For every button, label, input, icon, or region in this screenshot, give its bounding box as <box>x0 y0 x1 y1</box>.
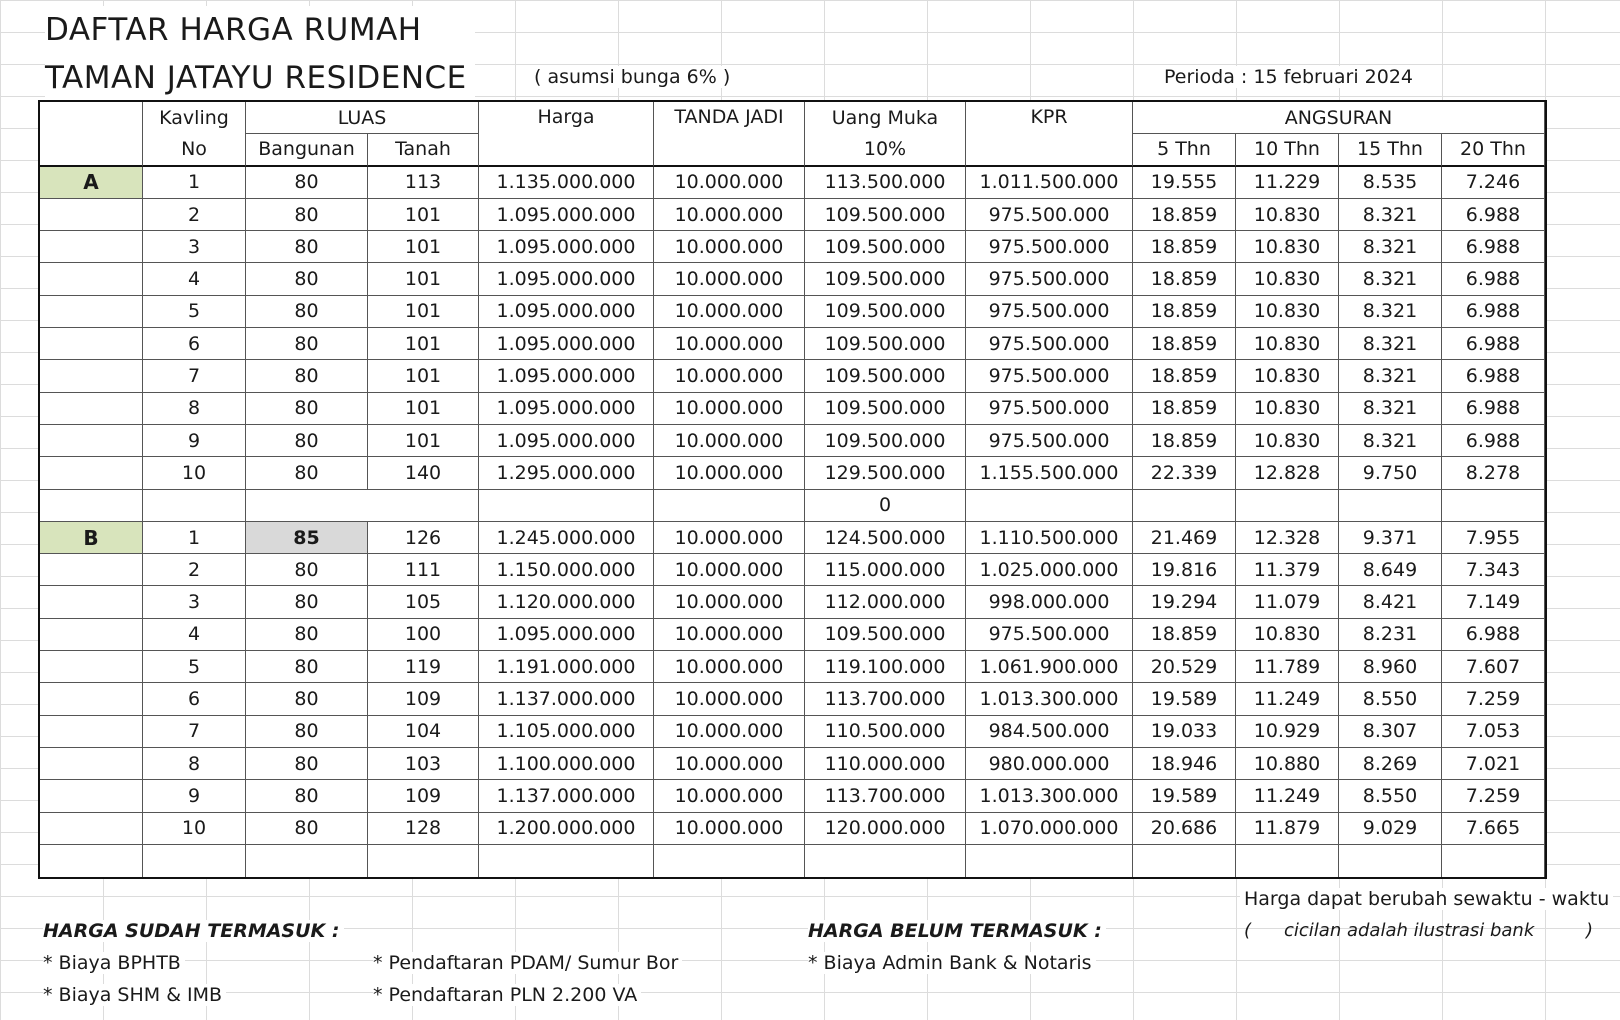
header-5-thn: 5 Thn <box>1133 134 1236 166</box>
cell-uang-muka: 110.500.000 <box>805 716 966 748</box>
separator-cell <box>40 490 143 522</box>
cell-luas-tanah: 105 <box>368 586 479 618</box>
separator-cell <box>1236 490 1339 522</box>
cell-angsuran-10-thn: 11.249 <box>1236 780 1339 812</box>
cell-kavling-no: 6 <box>143 328 246 360</box>
cell-luas-bangunan: 80 <box>246 651 368 683</box>
cell-angsuran-20-thn: 7.259 <box>1442 683 1545 715</box>
cell-angsuran-20-thn: 6.988 <box>1442 393 1545 425</box>
header-uang-muka: Uang Muka <box>805 102 966 134</box>
separator-cell <box>1339 490 1442 522</box>
cell-angsuran-5-thn: 18.859 <box>1133 231 1236 263</box>
cell-tanda-jadi: 10.000.000 <box>654 554 805 586</box>
cell-harga: 1.095.000.000 <box>479 393 654 425</box>
cell-luas-tanah: 103 <box>368 748 479 780</box>
header-10-thn: 10 Thn <box>1236 134 1339 166</box>
cell-kpr: 984.500.000 <box>966 716 1133 748</box>
cell-angsuran-20-thn: 6.988 <box>1442 619 1545 651</box>
cell-harga: 1.135.000.000 <box>479 167 654 199</box>
block-cell <box>40 780 143 812</box>
cell-kpr: 998.000.000 <box>966 586 1133 618</box>
cell-tanda-jadi: 10.000.000 <box>654 425 805 457</box>
empty-cell <box>1339 845 1442 877</box>
cell-luas-tanah: 101 <box>368 328 479 360</box>
cell-tanda-jadi: 10.000.000 <box>654 683 805 715</box>
empty-cell <box>143 845 246 877</box>
cell-tanda-jadi: 10.000.000 <box>654 457 805 489</box>
cell-harga: 1.245.000.000 <box>479 522 654 554</box>
empty-cell <box>966 845 1133 877</box>
cell-angsuran-10-thn: 10.830 <box>1236 425 1339 457</box>
excluded-heading: HARGA BELUM TERMASUK : <box>808 920 1106 942</box>
cell-angsuran-10-thn: 11.789 <box>1236 651 1339 683</box>
cell-kavling-no: 4 <box>143 619 246 651</box>
interest-assumption: ( asumsi bunga 6% ) <box>530 66 734 88</box>
cell-uang-muka: 109.500.000 <box>805 263 966 295</box>
illustration-open-paren: ( <box>1244 920 1252 941</box>
cell-tanda-jadi: 10.000.000 <box>654 813 805 845</box>
cell-angsuran-15-thn: 9.029 <box>1339 813 1442 845</box>
cell-angsuran-5-thn: 21.469 <box>1133 522 1236 554</box>
block-cell <box>40 457 143 489</box>
cell-angsuran-5-thn: 18.946 <box>1133 748 1236 780</box>
empty-cell <box>1133 845 1236 877</box>
cell-kavling-no: 3 <box>143 586 246 618</box>
cell-luas-bangunan: 80 <box>246 167 368 199</box>
cell-harga: 1.095.000.000 <box>479 360 654 392</box>
cell-angsuran-10-thn: 11.379 <box>1236 554 1339 586</box>
cell-tanda-jadi: 10.000.000 <box>654 748 805 780</box>
cell-luas-tanah: 101 <box>368 393 479 425</box>
cell-angsuran-15-thn: 8.321 <box>1339 296 1442 328</box>
cell-uang-muka: 109.500.000 <box>805 619 966 651</box>
cell-kavling-no: 7 <box>143 716 246 748</box>
cell-luas-bangunan: 80 <box>246 231 368 263</box>
cell-angsuran-15-thn: 8.550 <box>1339 780 1442 812</box>
cell-luas-tanah: 109 <box>368 683 479 715</box>
block-cell <box>40 554 143 586</box>
block-cell <box>40 813 143 845</box>
included-item: * Biaya SHM & IMB <box>43 984 226 1006</box>
cell-angsuran-15-thn: 8.321 <box>1339 328 1442 360</box>
cell-angsuran-20-thn: 7.343 <box>1442 554 1545 586</box>
separator-cell <box>479 490 654 522</box>
header-uang-muka-pct: 10% <box>805 134 966 166</box>
block-cell <box>40 263 143 295</box>
page-subtitle: TAMAN JATAYU RESIDENCE <box>45 54 475 102</box>
cell-kpr: 975.500.000 <box>966 199 1133 231</box>
cell-tanda-jadi: 10.000.000 <box>654 586 805 618</box>
cell-angsuran-5-thn: 19.555 <box>1133 167 1236 199</box>
cell-luas-bangunan: 80 <box>246 716 368 748</box>
cell-luas-tanah: 111 <box>368 554 479 586</box>
cell-kavling-no: 8 <box>143 393 246 425</box>
empty-cell <box>1236 845 1339 877</box>
cell-uang-muka: 112.000.000 <box>805 586 966 618</box>
block-cell <box>40 360 143 392</box>
illustration-text: cicilan adalah ilustrasi bank <box>1284 920 1535 941</box>
cell-luas-bangunan: 80 <box>246 425 368 457</box>
block-cell <box>40 683 143 715</box>
cell-uang-muka: 124.500.000 <box>805 522 966 554</box>
header-luas: LUAS <box>246 102 479 134</box>
header-angsuran: ANGSURAN <box>1133 102 1545 134</box>
cell-luas-tanah: 104 <box>368 716 479 748</box>
cell-angsuran-20-thn: 6.988 <box>1442 360 1545 392</box>
block-cell <box>40 328 143 360</box>
cell-angsuran-10-thn: 10.830 <box>1236 328 1339 360</box>
cell-angsuran-10-thn: 11.879 <box>1236 813 1339 845</box>
cell-kavling-no: 2 <box>143 554 246 586</box>
cell-kavling-no: 5 <box>143 296 246 328</box>
page-title: DAFTAR HARGA RUMAH <box>45 6 475 54</box>
cell-harga: 1.095.000.000 <box>479 263 654 295</box>
cell-tanda-jadi: 10.000.000 <box>654 263 805 295</box>
cell-angsuran-10-thn: 10.830 <box>1236 231 1339 263</box>
separator-value: 0 <box>805 490 966 522</box>
cell-luas-tanah: 101 <box>368 425 479 457</box>
block-cell <box>40 425 143 457</box>
header-kavling: Kavling <box>143 102 246 134</box>
cell-angsuran-15-thn: 8.421 <box>1339 586 1442 618</box>
header-block-blank <box>40 102 143 167</box>
cell-kpr: 975.500.000 <box>966 360 1133 392</box>
cell-angsuran-5-thn: 18.859 <box>1133 328 1236 360</box>
block-cell <box>40 716 143 748</box>
title-block <box>45 6 475 102</box>
cell-luas-tanah: 128 <box>368 813 479 845</box>
cell-uang-muka: 119.100.000 <box>805 651 966 683</box>
cell-angsuran-20-thn: 6.988 <box>1442 199 1545 231</box>
cell-luas-bangunan: 80 <box>246 813 368 845</box>
cell-luas-bangunan: 80 <box>246 780 368 812</box>
block-cell <box>40 231 143 263</box>
cell-harga: 1.120.000.000 <box>479 586 654 618</box>
block-cell <box>40 296 143 328</box>
cell-uang-muka: 110.000.000 <box>805 748 966 780</box>
cell-kavling-no: 10 <box>143 813 246 845</box>
cell-kavling-no: 4 <box>143 263 246 295</box>
cell-harga: 1.095.000.000 <box>479 296 654 328</box>
cell-angsuran-20-thn: 7.053 <box>1442 716 1545 748</box>
separator-cell <box>654 490 805 522</box>
cell-luas-bangunan: 80 <box>246 296 368 328</box>
cell-uang-muka: 109.500.000 <box>805 328 966 360</box>
cell-luas-bangunan: 80 <box>246 619 368 651</box>
cell-uang-muka: 109.500.000 <box>805 393 966 425</box>
block-cell <box>40 748 143 780</box>
cell-angsuran-10-thn: 10.830 <box>1236 619 1339 651</box>
cell-luas-bangunan: 80 <box>246 393 368 425</box>
cell-harga: 1.095.000.000 <box>479 231 654 263</box>
cell-angsuran-10-thn: 12.328 <box>1236 522 1339 554</box>
cell-tanda-jadi: 10.000.000 <box>654 651 805 683</box>
cell-angsuran-5-thn: 22.339 <box>1133 457 1236 489</box>
cell-harga: 1.200.000.000 <box>479 813 654 845</box>
cell-luas-bangunan: 80 <box>246 554 368 586</box>
cell-kpr: 1.070.000.000 <box>966 813 1133 845</box>
cell-kpr: 1.110.500.000 <box>966 522 1133 554</box>
cell-angsuran-10-thn: 11.079 <box>1236 586 1339 618</box>
cell-angsuran-5-thn: 20.529 <box>1133 651 1236 683</box>
empty-cell <box>246 845 368 877</box>
cell-kavling-no: 9 <box>143 425 246 457</box>
cell-kpr: 1.155.500.000 <box>966 457 1133 489</box>
cell-luas-bangunan: 80 <box>246 263 368 295</box>
separator-cell <box>246 490 479 522</box>
cell-angsuran-5-thn: 19.294 <box>1133 586 1236 618</box>
cell-angsuran-10-thn: 10.830 <box>1236 360 1339 392</box>
cell-kpr: 975.500.000 <box>966 425 1133 457</box>
cell-angsuran-15-thn: 8.307 <box>1339 716 1442 748</box>
cell-tanda-jadi: 10.000.000 <box>654 199 805 231</box>
cell-angsuran-15-thn: 8.321 <box>1339 199 1442 231</box>
block-cell <box>40 619 143 651</box>
cell-kpr: 1.013.300.000 <box>966 683 1133 715</box>
empty-cell <box>654 845 805 877</box>
cell-angsuran-20-thn: 7.665 <box>1442 813 1545 845</box>
cell-luas-tanah: 101 <box>368 199 479 231</box>
cell-angsuran-5-thn: 19.816 <box>1133 554 1236 586</box>
cell-kavling-no: 3 <box>143 231 246 263</box>
cell-angsuran-15-thn: 8.231 <box>1339 619 1442 651</box>
cell-luas-tanah: 101 <box>368 360 479 392</box>
cell-uang-muka: 113.500.000 <box>805 167 966 199</box>
cell-tanda-jadi: 10.000.000 <box>654 393 805 425</box>
cell-angsuran-5-thn: 18.859 <box>1133 360 1236 392</box>
header-no: No <box>143 134 246 166</box>
cell-kpr: 980.000.000 <box>966 748 1133 780</box>
cell-luas-tanah: 119 <box>368 651 479 683</box>
cell-luas-tanah: 100 <box>368 619 479 651</box>
cell-kpr: 1.061.900.000 <box>966 651 1133 683</box>
cell-luas-bangunan: 80 <box>246 748 368 780</box>
separator-cell <box>1133 490 1236 522</box>
price-table <box>38 100 1547 879</box>
cell-tanda-jadi: 10.000.000 <box>654 619 805 651</box>
cell-angsuran-15-thn: 8.550 <box>1339 683 1442 715</box>
empty-cell <box>479 845 654 877</box>
block-cell <box>40 651 143 683</box>
cell-luas-tanah: 101 <box>368 296 479 328</box>
header-20-thn: 20 Thn <box>1442 134 1545 166</box>
cell-luas-bangunan: 80 <box>246 683 368 715</box>
cell-tanda-jadi: 10.000.000 <box>654 716 805 748</box>
cell-angsuran-15-thn: 8.321 <box>1339 360 1442 392</box>
block-cell <box>40 393 143 425</box>
cell-harga: 1.100.000.000 <box>479 748 654 780</box>
cell-angsuran-15-thn: 8.535 <box>1339 167 1442 199</box>
cell-kpr: 975.500.000 <box>966 263 1133 295</box>
block-label: B <box>40 522 143 554</box>
cell-luas-tanah: 109 <box>368 780 479 812</box>
cell-angsuran-5-thn: 18.859 <box>1133 619 1236 651</box>
cell-tanda-jadi: 10.000.000 <box>654 522 805 554</box>
cell-kavling-no: 7 <box>143 360 246 392</box>
cell-uang-muka: 109.500.000 <box>805 199 966 231</box>
cell-harga: 1.295.000.000 <box>479 457 654 489</box>
header-tanah: Tanah <box>368 134 479 166</box>
cell-angsuran-5-thn: 18.859 <box>1133 263 1236 295</box>
cell-uang-muka: 129.500.000 <box>805 457 966 489</box>
cell-luas-bangunan: 80 <box>246 586 368 618</box>
cell-kpr: 1.011.500.000 <box>966 167 1133 199</box>
cell-kpr: 975.500.000 <box>966 328 1133 360</box>
cell-tanda-jadi: 10.000.000 <box>654 360 805 392</box>
cell-tanda-jadi: 10.000.000 <box>654 167 805 199</box>
illustration-close-paren: ) <box>1586 920 1594 941</box>
empty-cell <box>1442 845 1545 877</box>
cell-kpr: 975.500.000 <box>966 619 1133 651</box>
cell-angsuran-20-thn: 6.988 <box>1442 263 1545 295</box>
cell-angsuran-15-thn: 8.321 <box>1339 393 1442 425</box>
cell-harga: 1.137.000.000 <box>479 683 654 715</box>
cell-luas-bangunan: 80 <box>246 360 368 392</box>
cell-luas-tanah: 101 <box>368 263 479 295</box>
cell-angsuran-5-thn: 19.589 <box>1133 780 1236 812</box>
cell-angsuran-20-thn: 7.955 <box>1442 522 1545 554</box>
cell-angsuran-20-thn: 6.988 <box>1442 231 1545 263</box>
block-cell <box>40 586 143 618</box>
cell-angsuran-10-thn: 10.830 <box>1236 199 1339 231</box>
empty-cell <box>805 845 966 877</box>
cell-uang-muka: 115.000.000 <box>805 554 966 586</box>
cell-uang-muka: 109.500.000 <box>805 425 966 457</box>
cell-kavling-no: 8 <box>143 748 246 780</box>
cell-luas-bangunan: 80 <box>246 457 368 489</box>
separator-cell <box>143 490 246 522</box>
cell-angsuran-10-thn: 10.929 <box>1236 716 1339 748</box>
separator-cell <box>1442 490 1545 522</box>
cell-angsuran-20-thn: 7.259 <box>1442 780 1545 812</box>
header-tanda-jadi: TANDA JADI <box>654 102 805 167</box>
cell-angsuran-15-thn: 8.960 <box>1339 651 1442 683</box>
cell-angsuran-15-thn: 8.321 <box>1339 231 1442 263</box>
cell-uang-muka: 113.700.000 <box>805 683 966 715</box>
cell-angsuran-20-thn: 6.988 <box>1442 425 1545 457</box>
cell-angsuran-10-thn: 10.830 <box>1236 263 1339 295</box>
cell-angsuran-20-thn: 6.988 <box>1442 328 1545 360</box>
included-item: * Biaya BPHTB <box>43 952 185 974</box>
cell-angsuran-20-thn: 7.607 <box>1442 651 1545 683</box>
cell-kpr: 975.500.000 <box>966 296 1133 328</box>
cell-angsuran-5-thn: 19.033 <box>1133 716 1236 748</box>
cell-harga: 1.095.000.000 <box>479 425 654 457</box>
cell-uang-muka: 120.000.000 <box>805 813 966 845</box>
cell-harga: 1.150.000.000 <box>479 554 654 586</box>
cell-angsuran-20-thn: 7.246 <box>1442 167 1545 199</box>
cell-luas-bangunan: 80 <box>246 328 368 360</box>
cell-angsuran-15-thn: 8.649 <box>1339 554 1442 586</box>
header-15-thn: 15 Thn <box>1339 134 1442 166</box>
cell-angsuran-10-thn: 10.830 <box>1236 393 1339 425</box>
cell-angsuran-15-thn: 8.321 <box>1339 425 1442 457</box>
cell-tanda-jadi: 10.000.000 <box>654 231 805 263</box>
included-item: * Pendaftaran PDAM/ Sumur Bor <box>373 952 682 974</box>
cell-luas-bangunan: 80 <box>246 199 368 231</box>
cell-kavling-no: 6 <box>143 683 246 715</box>
cell-angsuran-15-thn: 9.750 <box>1339 457 1442 489</box>
price-change-note: Harga dapat berubah sewaktu - waktu <box>1240 888 1613 910</box>
cell-luas-tanah: 126 <box>368 522 479 554</box>
cell-harga: 1.105.000.000 <box>479 716 654 748</box>
cell-kavling-no: 5 <box>143 651 246 683</box>
empty-cell <box>368 845 479 877</box>
cell-angsuran-5-thn: 18.859 <box>1133 393 1236 425</box>
cell-angsuran-20-thn: 6.988 <box>1442 296 1545 328</box>
cell-tanda-jadi: 10.000.000 <box>654 780 805 812</box>
cell-kavling-no: 1 <box>143 522 246 554</box>
cell-uang-muka: 109.500.000 <box>805 296 966 328</box>
header-kpr: KPR <box>966 102 1133 167</box>
cell-angsuran-10-thn: 10.830 <box>1236 296 1339 328</box>
cell-angsuran-20-thn: 7.021 <box>1442 748 1545 780</box>
cell-angsuran-5-thn: 18.859 <box>1133 296 1236 328</box>
cell-tanda-jadi: 10.000.000 <box>654 296 805 328</box>
included-item: * Pendaftaran PLN 2.200 VA <box>373 984 641 1006</box>
cell-tanda-jadi: 10.000.000 <box>654 328 805 360</box>
cell-kpr: 975.500.000 <box>966 393 1133 425</box>
cell-kavling-no: 10 <box>143 457 246 489</box>
cell-angsuran-5-thn: 18.859 <box>1133 425 1236 457</box>
cell-harga: 1.095.000.000 <box>479 328 654 360</box>
cell-luas-tanah: 140 <box>368 457 479 489</box>
cell-angsuran-10-thn: 10.880 <box>1236 748 1339 780</box>
cell-harga: 1.191.000.000 <box>479 651 654 683</box>
cell-luas-tanah: 113 <box>368 167 479 199</box>
cell-kavling-no: 1 <box>143 167 246 199</box>
cell-angsuran-5-thn: 20.686 <box>1133 813 1236 845</box>
included-heading: HARGA SUDAH TERMASUK : <box>43 920 344 942</box>
cell-kpr: 1.025.000.000 <box>966 554 1133 586</box>
separator-cell <box>966 490 1133 522</box>
cell-angsuran-15-thn: 9.371 <box>1339 522 1442 554</box>
cell-luas-tanah: 101 <box>368 231 479 263</box>
header-bangunan: Bangunan <box>246 134 368 166</box>
cell-harga: 1.095.000.000 <box>479 199 654 231</box>
cell-angsuran-15-thn: 8.269 <box>1339 748 1442 780</box>
cell-kavling-no: 2 <box>143 199 246 231</box>
block-cell <box>40 199 143 231</box>
cell-angsuran-10-thn: 12.828 <box>1236 457 1339 489</box>
period-label: Perioda : 15 februari 2024 <box>1160 66 1417 88</box>
cell-uang-muka: 109.500.000 <box>805 360 966 392</box>
cell-kpr: 975.500.000 <box>966 231 1133 263</box>
cell-harga: 1.137.000.000 <box>479 780 654 812</box>
cell-angsuran-5-thn: 18.859 <box>1133 199 1236 231</box>
header-harga: Harga <box>479 102 654 167</box>
cell-angsuran-20-thn: 8.278 <box>1442 457 1545 489</box>
cell-luas-bangunan: 85 <box>246 522 368 554</box>
cell-uang-muka: 113.700.000 <box>805 780 966 812</box>
block-label: A <box>40 167 143 199</box>
cell-kpr: 1.013.300.000 <box>966 780 1133 812</box>
cell-kavling-no: 9 <box>143 780 246 812</box>
empty-cell <box>40 845 143 877</box>
cell-angsuran-10-thn: 11.249 <box>1236 683 1339 715</box>
cell-angsuran-15-thn: 8.321 <box>1339 263 1442 295</box>
cell-uang-muka: 109.500.000 <box>805 231 966 263</box>
cell-angsuran-20-thn: 7.149 <box>1442 586 1545 618</box>
cell-angsuran-5-thn: 19.589 <box>1133 683 1236 715</box>
cell-harga: 1.095.000.000 <box>479 619 654 651</box>
excluded-item: * Biaya Admin Bank & Notaris <box>808 952 1096 974</box>
cell-angsuran-10-thn: 11.229 <box>1236 167 1339 199</box>
